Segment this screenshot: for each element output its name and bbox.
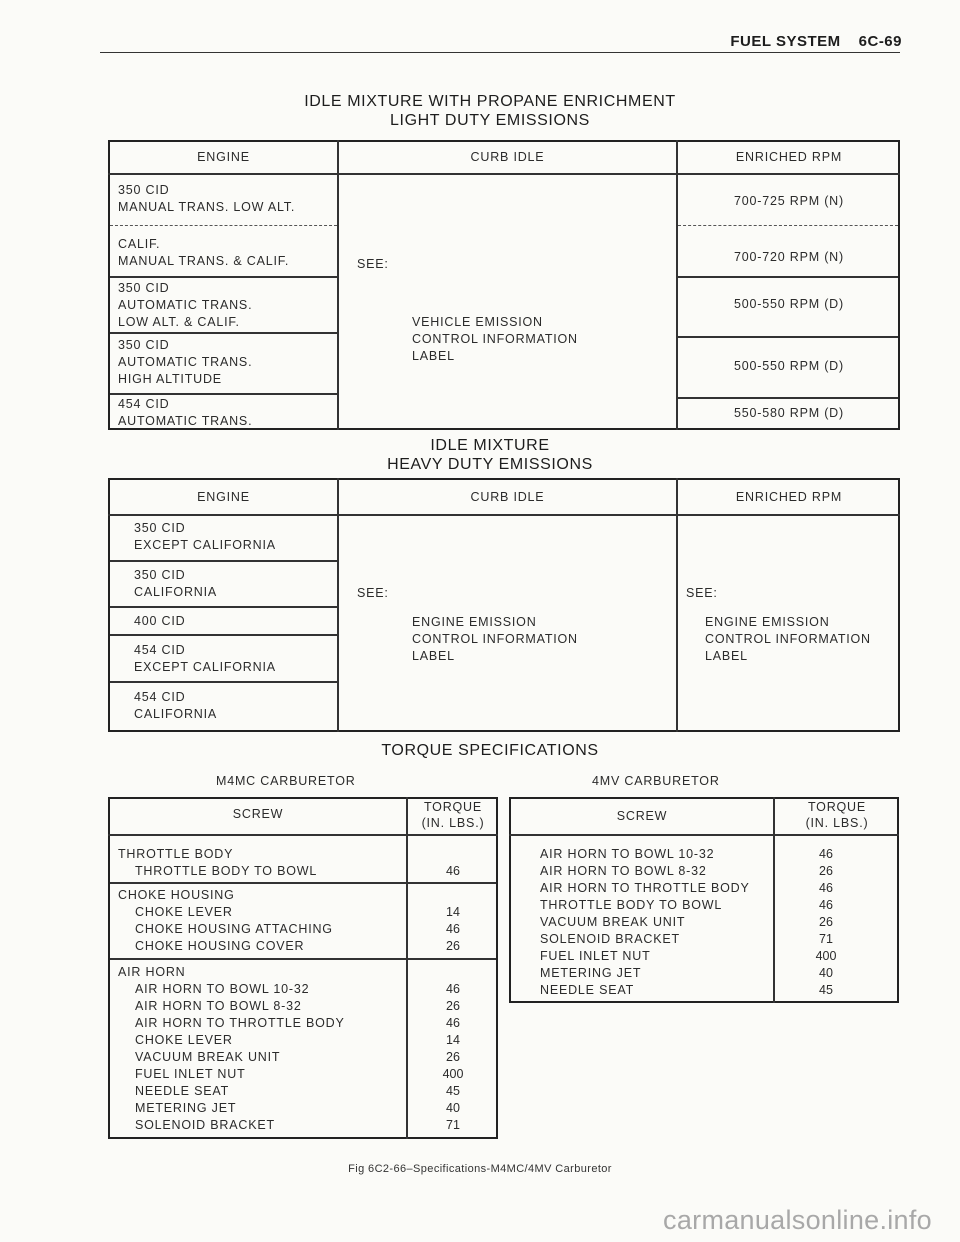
torque-value: 45 bbox=[819, 983, 833, 997]
enriched-line: LABEL bbox=[705, 649, 748, 663]
table2-title bbox=[190, 436, 790, 474]
row-divider bbox=[110, 634, 337, 636]
engine-cell bbox=[118, 396, 252, 430]
engine-line: 350 CID bbox=[134, 521, 186, 535]
table1-title-line2: LIGHT DUTY EMISSIONS bbox=[390, 112, 590, 129]
curb-idle-line: LABEL bbox=[412, 349, 455, 363]
row-divider bbox=[678, 336, 898, 338]
enriched-line: ENGINE EMISSION bbox=[705, 615, 830, 629]
m4mc-group-throttle-body bbox=[118, 846, 317, 880]
group-divider bbox=[110, 958, 496, 960]
torque-header-line: TORQUE bbox=[423, 800, 483, 814]
row-divider bbox=[110, 560, 337, 562]
m4mc-choke-torques bbox=[408, 904, 498, 955]
engine-line: MANUAL TRANS. & CALIF. bbox=[118, 254, 290, 268]
torque-value: 26 bbox=[819, 864, 833, 878]
torque-value: 14 bbox=[446, 1033, 460, 1047]
torque-value: 26 bbox=[446, 939, 460, 953]
group-name: CHOKE HOUSING bbox=[118, 888, 235, 902]
curb-idle-reference bbox=[412, 314, 578, 365]
screw-name: METERING JET bbox=[135, 1101, 237, 1115]
table2-header-enriched-rpm: ENRICHED RPM bbox=[735, 490, 843, 504]
screw-name: AIR HORN TO THROTTLE BODY bbox=[135, 1016, 345, 1030]
watermark: carmanualsonline.info bbox=[663, 1205, 932, 1235]
table2-title-line2: HEAVY DUTY EMISSIONS bbox=[387, 456, 593, 473]
screw-name: AIR HORN TO BOWL 10-32 bbox=[540, 847, 715, 861]
torque-value: 46 bbox=[819, 847, 833, 861]
curb-idle-line: CONTROL INFORMATION bbox=[412, 332, 578, 346]
screw-name: METERING JET bbox=[540, 966, 642, 980]
table2-header-engine: ENGINE bbox=[197, 490, 250, 504]
torque-value: 45 bbox=[446, 1084, 460, 1098]
table2-col-divider bbox=[676, 478, 678, 732]
table2-col-divider bbox=[337, 478, 339, 732]
torque-value: 46 bbox=[446, 922, 460, 936]
torque-value: 71 bbox=[819, 932, 833, 946]
m4mv-label: 4MV CARBURETOR bbox=[592, 774, 720, 788]
torque-value: 14 bbox=[446, 905, 460, 919]
section-title: FUEL SYSTEM bbox=[730, 33, 841, 50]
table1-header-curb-idle: CURB IDLE bbox=[470, 150, 545, 164]
engine-line: EXCEPT CALIFORNIA bbox=[134, 538, 276, 552]
curb-idle-line: LABEL bbox=[412, 649, 455, 663]
m4mc-group-choke-housing bbox=[118, 887, 333, 955]
m4mv-header-screw: SCREW bbox=[616, 809, 668, 823]
row-divider bbox=[110, 276, 337, 278]
enriched-rpm-value: 500-550 RPM (D) bbox=[734, 359, 844, 373]
screw-name: CHOKE HOUSING ATTACHING bbox=[135, 922, 333, 936]
curb-idle-line: ENGINE EMISSION bbox=[412, 615, 537, 629]
engine-cell bbox=[134, 689, 217, 723]
figure-caption: Fig 6C2-66–Specifications-M4MC/4MV Carburetor bbox=[348, 1163, 612, 1175]
row-divider bbox=[110, 681, 337, 683]
enriched-reference bbox=[705, 614, 871, 665]
torque-value: 46 bbox=[446, 1016, 460, 1030]
torque-value: 46 bbox=[819, 898, 833, 912]
engine-cell bbox=[118, 236, 289, 270]
curb-idle-line: VEHICLE EMISSION bbox=[412, 315, 543, 329]
enriched-rpm-value: 700-720 RPM (N) bbox=[734, 250, 844, 264]
m4mc-header-screw: SCREW bbox=[232, 807, 284, 821]
torque-value: 400 bbox=[815, 949, 837, 963]
screw-name: THROTTLE BODY TO BOWL bbox=[135, 864, 318, 878]
torque-value: 46 bbox=[446, 982, 460, 996]
row-divider bbox=[678, 225, 898, 226]
engine-line: EXCEPT CALIFORNIA bbox=[134, 660, 276, 674]
engine-line: CALIF. bbox=[118, 237, 161, 251]
torque-value: 400 bbox=[442, 1067, 464, 1081]
screw-name: CHOKE LEVER bbox=[135, 1033, 233, 1047]
screw-name: CHOKE HOUSING COVER bbox=[135, 939, 305, 953]
curb-idle-see: SEE: bbox=[357, 257, 389, 271]
engine-cell bbox=[134, 520, 276, 554]
row-divider bbox=[678, 276, 898, 278]
group-divider bbox=[110, 882, 496, 884]
row-divider bbox=[110, 332, 337, 334]
torque-value: 46 bbox=[819, 881, 833, 895]
table2-header-curb-idle: CURB IDLE bbox=[470, 490, 545, 504]
table1-title-line1: IDLE MIXTURE WITH PROPANE ENRICHMENT bbox=[304, 93, 676, 110]
engine-line: 350 CID bbox=[134, 568, 186, 582]
table2-header-rule bbox=[108, 514, 900, 516]
torque-header-line: (IN. LBS.) bbox=[805, 816, 869, 830]
group-name: AIR HORN bbox=[118, 965, 186, 979]
m4mv-screw-list bbox=[540, 846, 750, 999]
table2 bbox=[108, 478, 900, 732]
screw-name: CHOKE LEVER bbox=[135, 905, 233, 919]
engine-line: 350 CID bbox=[118, 281, 170, 295]
screw-name: FUEL INLET NUT bbox=[135, 1067, 246, 1081]
screw-name: THROTTLE BODY TO BOWL bbox=[540, 898, 723, 912]
table1-title bbox=[190, 92, 790, 130]
torque-value: 46 bbox=[446, 864, 460, 878]
table1-col-divider bbox=[337, 140, 339, 430]
engine-cell bbox=[118, 280, 252, 331]
screw-name: SOLENOID BRACKET bbox=[135, 1118, 275, 1132]
enriched-rpm-value: 700-725 RPM (N) bbox=[734, 194, 844, 208]
torque-value: 26 bbox=[819, 915, 833, 929]
torque-title: TORQUE SPECIFICATIONS bbox=[381, 742, 599, 759]
page-header bbox=[730, 33, 902, 50]
enriched-rpm-value: 500-550 RPM (D) bbox=[734, 297, 844, 311]
engine-line: AUTOMATIC TRANS. bbox=[118, 298, 253, 312]
curb-idle-see: SEE: bbox=[357, 586, 389, 600]
table1-header-engine: ENGINE bbox=[197, 150, 250, 164]
torque-header-line: (IN. LBS.) bbox=[421, 816, 485, 830]
m4mc-air-horn-torques bbox=[408, 981, 498, 1134]
screw-name: VACUUM BREAK UNIT bbox=[135, 1050, 281, 1064]
enriched-rpm-value: 550-580 RPM (D) bbox=[734, 406, 844, 420]
row-divider bbox=[678, 397, 898, 399]
engine-line: 454 CID bbox=[118, 397, 170, 411]
engine-line: 350 CID bbox=[118, 183, 170, 197]
table1-header-rule bbox=[108, 173, 900, 175]
torque-value: 71 bbox=[446, 1118, 460, 1132]
enriched-see: SEE: bbox=[686, 586, 718, 600]
engine-line: MANUAL TRANS. LOW ALT. bbox=[118, 200, 296, 214]
screw-name: NEEDLE SEAT bbox=[540, 983, 635, 997]
screw-name: AIR HORN TO BOWL 8-32 bbox=[540, 864, 707, 878]
curb-idle-line: CONTROL INFORMATION bbox=[412, 632, 578, 646]
screw-name: FUEL INLET NUT bbox=[540, 949, 651, 963]
engine-line: HIGH ALTITUDE bbox=[118, 372, 222, 386]
engine-line: 350 CID bbox=[118, 338, 170, 352]
torque-value: 26 bbox=[446, 999, 460, 1013]
m4mv-header-rule bbox=[509, 834, 899, 836]
screw-name: SOLENOID BRACKET bbox=[540, 932, 680, 946]
torque-value: 40 bbox=[819, 966, 833, 980]
table1-col-divider bbox=[676, 140, 678, 430]
row-divider bbox=[110, 606, 337, 608]
engine-cell bbox=[134, 567, 217, 601]
screw-name: AIR HORN TO THROTTLE BODY bbox=[540, 881, 750, 895]
curb-idle-reference bbox=[412, 614, 578, 665]
engine-line: AUTOMATIC TRANS. bbox=[118, 414, 253, 428]
m4mv-torque-list bbox=[775, 846, 877, 999]
torque-header-line: TORQUE bbox=[807, 800, 867, 814]
row-divider bbox=[110, 225, 337, 226]
screw-name: VACUUM BREAK UNIT bbox=[540, 915, 686, 929]
table1-header-enriched-rpm: ENRICHED RPM bbox=[735, 150, 843, 164]
engine-cell bbox=[134, 642, 276, 676]
page-number: 6C-69 bbox=[858, 33, 902, 50]
m4mc-header-rule bbox=[108, 834, 498, 836]
engine-line: 400 CID bbox=[134, 614, 186, 628]
engine-line: 454 CID bbox=[134, 690, 186, 704]
table2-title-line1: IDLE MIXTURE bbox=[430, 437, 550, 454]
row-divider bbox=[110, 393, 337, 395]
engine-cell bbox=[134, 613, 185, 630]
header-rule bbox=[100, 52, 900, 53]
m4mv-header-torque bbox=[775, 799, 899, 831]
enriched-line: CONTROL INFORMATION bbox=[705, 632, 871, 646]
torque-value: 40 bbox=[446, 1101, 460, 1115]
engine-line: LOW ALT. & CALIF. bbox=[118, 315, 240, 329]
group-name: THROTTLE BODY bbox=[118, 847, 234, 861]
engine-cell bbox=[118, 337, 252, 388]
engine-cell bbox=[118, 182, 295, 216]
m4mc-group-air-horn bbox=[118, 964, 345, 1134]
m4mc-label: M4MC CARBURETOR bbox=[216, 774, 356, 788]
engine-line: CALIFORNIA bbox=[134, 707, 218, 721]
engine-line: CALIFORNIA bbox=[134, 585, 218, 599]
engine-line: 454 CID bbox=[134, 643, 186, 657]
screw-name: NEEDLE SEAT bbox=[135, 1084, 230, 1098]
screw-name: AIR HORN TO BOWL 8-32 bbox=[135, 999, 302, 1013]
torque-value: 26 bbox=[446, 1050, 460, 1064]
engine-line: AUTOMATIC TRANS. bbox=[118, 355, 253, 369]
m4mc-header-torque bbox=[408, 799, 498, 831]
screw-name: AIR HORN TO BOWL 10-32 bbox=[135, 982, 310, 996]
